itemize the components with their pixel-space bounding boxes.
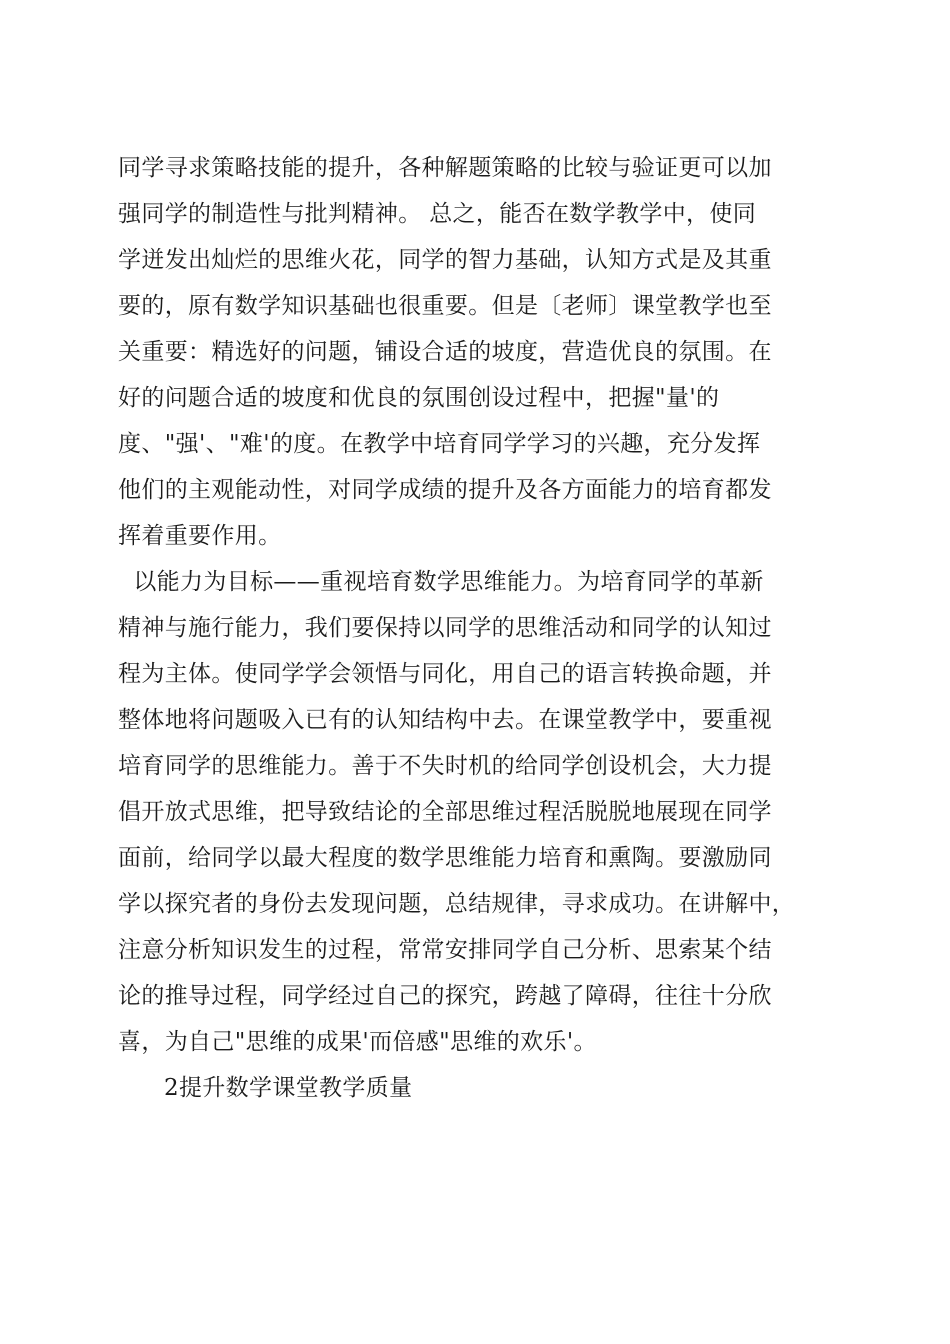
text-line-6: 好的问题合适的坡度和优良的氛围创设过程中，把握"量'的 [118,385,720,411]
text-line-12: 程为主体。使同学学会领悟与同化，用自己的语言转换命题，并 [118,661,772,687]
text-line-17: 学以探究者的身份去发现问题，总结规律，寻求成功。在讲解中， [118,891,796,917]
text-line-4: 要的，原有数学知识基础也很重要。但是〔老师〕课堂教学也至 [118,293,772,319]
text-line-20: 喜，为自己"思维的成果'而倍感"思维的欢乐'。 [118,1029,597,1055]
text-line-3: 学迸发出灿烂的思维火花，同学的智力基础，认知方式是及其重 [118,247,772,273]
text-line-16: 面前，给同学以最大程度的数学思维能力培育和熏陶。要激励同 [118,845,772,871]
text-line-14: 培育同学的思维能力。善于不失时机的给同学创设机会，大力提 [118,753,772,779]
text-line-2: 强同学的制造性与批判精神。 总之，能否在数学教学中，使同 [118,201,757,227]
text-line-15: 倡开放式思维，把导致结论的全部思维过程活脱脱地展现在同学 [118,799,772,825]
section-heading: 2提升数学课堂教学质量 [118,1075,413,1101]
text-line-9: 挥着重要作用。 [118,523,282,549]
text-line-11: 精神与施行能力，我们要保持以同学的思维活动和同学的认知过 [118,615,772,641]
text-line-10: 以能力为目标——重视培育数学思维能力。为培育同学的革新 [118,569,764,595]
text-line-7: 度、"强'、"难'的度。在教学中培育同学学习的兴趣，充分发挥 [118,431,761,457]
text-line-1: 同学寻求策略技能的提升，各种解题策略的比较与验证更可以加 [118,155,772,181]
text-line-13: 整体地将问题吸入已有的认知结构中去。在课堂教学中，要重视 [118,707,772,733]
text-line-8: 他们的主观能动性，对同学成绩的提升及各方面能力的培育都发 [118,477,772,503]
text-line-18: 注意分析知识发生的过程，常常安排同学自己分析、思索某个结 [118,937,772,963]
text-line-19: 论的推导过程，同学经过自己的探究，跨越了障碍，往往十分欣 [118,983,772,1009]
text-line-5: 关重要：精选好的问题，铺设合适的坡度，营造优良的氛围。在 [118,339,772,365]
